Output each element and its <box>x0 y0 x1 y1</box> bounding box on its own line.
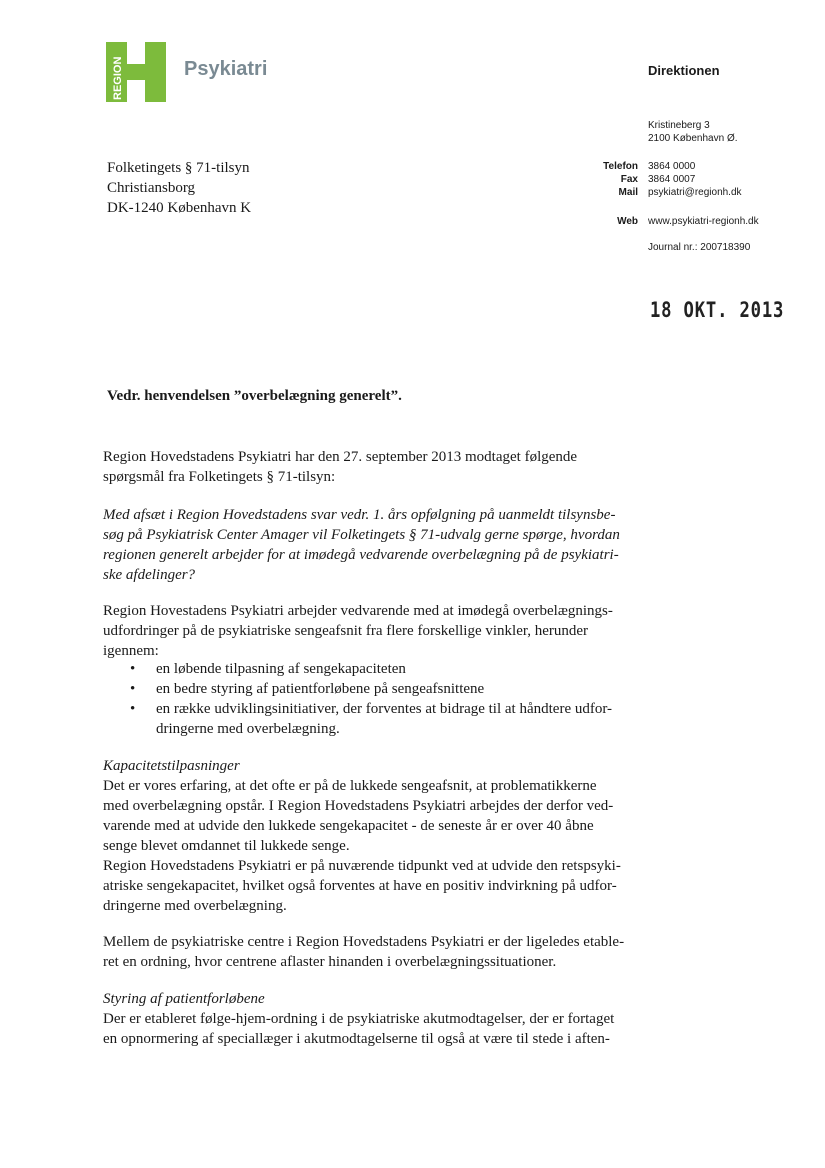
journal-number: Journal nr.: 200718390 <box>648 242 751 253</box>
address-line-1: Kristineberg 3 <box>648 120 710 131</box>
intro-paragraph <box>103 447 638 487</box>
list-item <box>103 699 633 739</box>
list-item <box>103 679 633 699</box>
text-line: • en bedre styring af patientforløbene på sengeafsnittene <box>156 681 485 697</box>
text-line: søg på Psykiatrisk Center Amager vil Folketingets § 71-udvalg gerne spørge, hvordan <box>103 527 620 543</box>
fax-label: Fax <box>620 174 638 185</box>
contact-labels <box>586 160 638 199</box>
text-line: Region Hovedstadens Psykiatri er på nuværende tidpunkt ved at udvide den retspsyki- <box>103 858 621 874</box>
text-line: ret en ordning, hvor centrene aflaster hinanden i overbelægningssituationer. <box>103 954 557 970</box>
relief-paragraph <box>103 932 638 972</box>
text-line: • en løbende tilpasning af sengekapaciteten <box>156 661 406 677</box>
brand-name: Psykiatri <box>184 58 268 80</box>
web-label: Web <box>617 216 638 227</box>
mail-label: Mail <box>618 187 638 198</box>
text-line: • en række udviklingsinitiativer, der forventes at bidrage til at håndtere udfor- <box>156 701 613 717</box>
phone-label: Telefon <box>603 161 638 172</box>
contact-values <box>648 160 742 199</box>
recipient-line-2: Christiansborg <box>107 180 196 196</box>
web-address[interactable]: www.psykiatri-regionh.dk <box>648 216 759 227</box>
fax-number: 3864 0007 <box>648 174 696 185</box>
text-line: en opnormering af speciallæger i akutmodtagelserne til også at være til stede i aften- <box>103 1031 610 1047</box>
sender-address <box>648 119 738 145</box>
text-line: Det er vores erfaring, at det ofte er på de lukkede sengeafsnit, at problematikkerne <box>103 778 597 794</box>
region-h-logo <box>106 42 166 102</box>
text-line: varende med at udvide den lukkede sengekapacitet - de seneste år er over 40 åbne <box>103 818 594 834</box>
date-stamp: 18 OKT. 2013 <box>650 298 785 322</box>
department-name: Direktionen <box>648 63 720 78</box>
answer-intro-paragraph <box>103 601 638 661</box>
text-line: dringerne med overbelægning. <box>103 898 287 914</box>
phone-number: 3864 0000 <box>648 161 696 172</box>
address-line-2: 2100 København Ø. <box>648 133 738 144</box>
letter-subject: Vedr. henvendelsen ”overbelægning generelt”. <box>107 388 402 404</box>
text-line: Mellem de psykiatriske centre i Region Hovedstadens Psykiatri er der ligeledes etable- <box>103 934 625 950</box>
text-line: igennem: <box>103 643 159 659</box>
text-line: Der er etableret følge-hjem-ordning i de psykiatriske akutmodtagelser, der er fortaget <box>103 1011 615 1027</box>
section-heading: Styring af patientforløbene <box>103 991 265 1007</box>
section-patient-flow <box>103 989 638 1049</box>
section-heading: Kapacitetstilpasninger <box>103 758 240 774</box>
logo-emblem-text: REGION <box>112 56 124 100</box>
recipient-line-3: DK-1240 København K <box>107 200 252 216</box>
text-line: Region Hovedstadens Psykiatri har den 27. september 2013 modtaget følgende <box>103 449 578 465</box>
text-line: udfordringer på de psykiatriske sengeafsnit fra flere forskellige vinkler, herunder <box>103 623 589 639</box>
text-line: Med afsæt i Region Hovedstadens svar vedr. 1. års opfølgning på uanmeldt tilsynsbe- <box>103 507 616 523</box>
list-item <box>103 659 633 679</box>
section-capacity <box>103 756 638 916</box>
text-line: dringerne med overbelægning. <box>156 721 340 737</box>
text-line: med overbelægning opstår. I Region Hovedstadens Psykiatri arbejdes der derfor ved- <box>103 798 614 814</box>
recipient-line-1: Folketingets § 71-tilsyn <box>107 160 250 176</box>
bullet-list <box>103 659 633 739</box>
question-paragraph <box>103 505 638 585</box>
text-line: senge blevet omdannet til lukkede senge. <box>103 838 350 854</box>
text-line: atriske sengekapacitet, hvilket også forventes at have en positiv indvirkning på udfor- <box>103 878 617 894</box>
recipient-address <box>107 158 251 218</box>
text-line: Region Hovestadens Psykiatri arbejder vedvarende med at imødegå overbelægnings- <box>103 603 613 619</box>
text-line: ske afdelinger? <box>103 567 196 583</box>
region-h-logo-icon <box>106 42 166 102</box>
text-line: regionen generelt arbejder for at imødegå vedvarende overbelægning på de psykiatri- <box>103 547 619 563</box>
text-line: spørgsmål fra Folketingets § 71-tilsyn: <box>103 469 336 485</box>
mail-address[interactable]: psykiatri@regionh.dk <box>648 187 742 198</box>
